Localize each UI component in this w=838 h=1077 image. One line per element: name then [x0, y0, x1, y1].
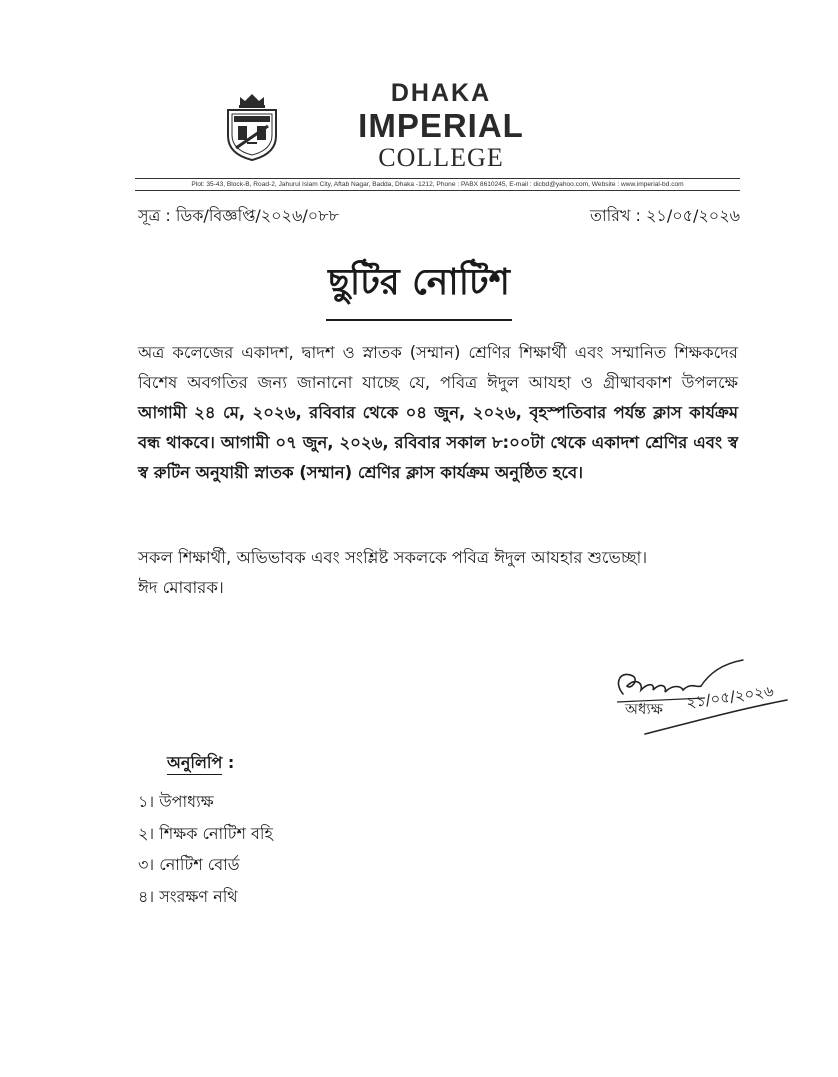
address-top-rule — [135, 178, 740, 179]
greeting-line: সকল শিক্ষার্থী, অভিভাবক এবং সংশ্লিষ্ট সকলকে পবিত্র ঈদুল আযহার শুভেচ্ছা। — [138, 548, 648, 567]
crown-icon — [239, 94, 265, 108]
notice-title — [0, 255, 838, 321]
reference-number: সূত্র : ডিক/বিজ্ঞপ্তি/২০২৬/০৮৮ — [138, 206, 339, 225]
college-name — [356, 78, 526, 172]
greeting — [138, 543, 748, 603]
notice-title-text: ছুটির নোটিশ — [326, 255, 512, 321]
college-address: Plot: 35-43, Block-B, Road-2, Jahurul Islam City, Aftab Nagar, Badda, Dhaka -1212, Phone : PABX 8610245, E-mail : dicbd@yahoo.com, Website : www.imperial-bd.com — [191, 181, 684, 188]
college-name-imperial: IMPERIAL — [358, 107, 524, 144]
signature-date: ২১/০৫/২০২৬ — [685, 681, 775, 712]
cc-item: ২। শিক্ষক নোটিশ বহি — [138, 823, 273, 843]
cc-heading-colon: : — [222, 753, 235, 772]
college-name-dhaka: DHAKA — [390, 79, 492, 107]
cc-item: ৪। সংরক্ষণ নথি — [138, 886, 238, 906]
cc-item: ৩। নোটিশ বোর্ড — [138, 855, 240, 874]
notice-body — [138, 338, 738, 488]
greeting-eid-mubarak: ঈদ মোবারক। — [138, 578, 224, 597]
college-logo — [224, 92, 280, 162]
cc-item: ১। উপাধ্যক্ষ — [138, 792, 214, 811]
cc-heading-label: অনুলিপি — [167, 753, 222, 775]
address-bottom-rule — [135, 190, 740, 191]
notice-body-schedule: আগামী ২৪ মে, ২০২৬, রবিবার থেকে ০৪ জুন, ২০২৬, বৃহস্পতিবার পর্যন্ত ক্লাস কার্যক্রম বন্ধ থাকবে। আগামী ০৭ জুন, ২০২৬, রবিবার সকাল ৮:০০টা থেকে একাদশ শ্রেণির এবং স্ব স্ব রুটিন অনুযায়ী স্নাতক (সম্মান) শ্রেণির ক্লাস কার্যক্রম অনুষ্ঠিত হবে। — [138, 403, 738, 482]
principal-signature — [605, 652, 795, 742]
signature-title: অধ্যক্ষ — [625, 700, 663, 718]
cc-heading — [167, 750, 234, 777]
cc-list — [138, 790, 273, 916]
notice-date: তারিখ : ২১/০৫/২০২৬ — [589, 206, 740, 225]
notice-body-intro: অত্র কলেজের একাদশ, দ্বাদশ ও স্নাতক (সম্মান) শ্রেণির শিক্ষার্থী এবং সম্মানিত শিক্ষকদের বিশেষ অবগতির জন্য জানানো যাচ্ছে যে, পবিত্র ঈদুল আযহা ও গ্রীষ্মাবকাশ উপলক্ষে — [138, 343, 738, 392]
college-name-college: COLLEGE — [378, 143, 504, 172]
